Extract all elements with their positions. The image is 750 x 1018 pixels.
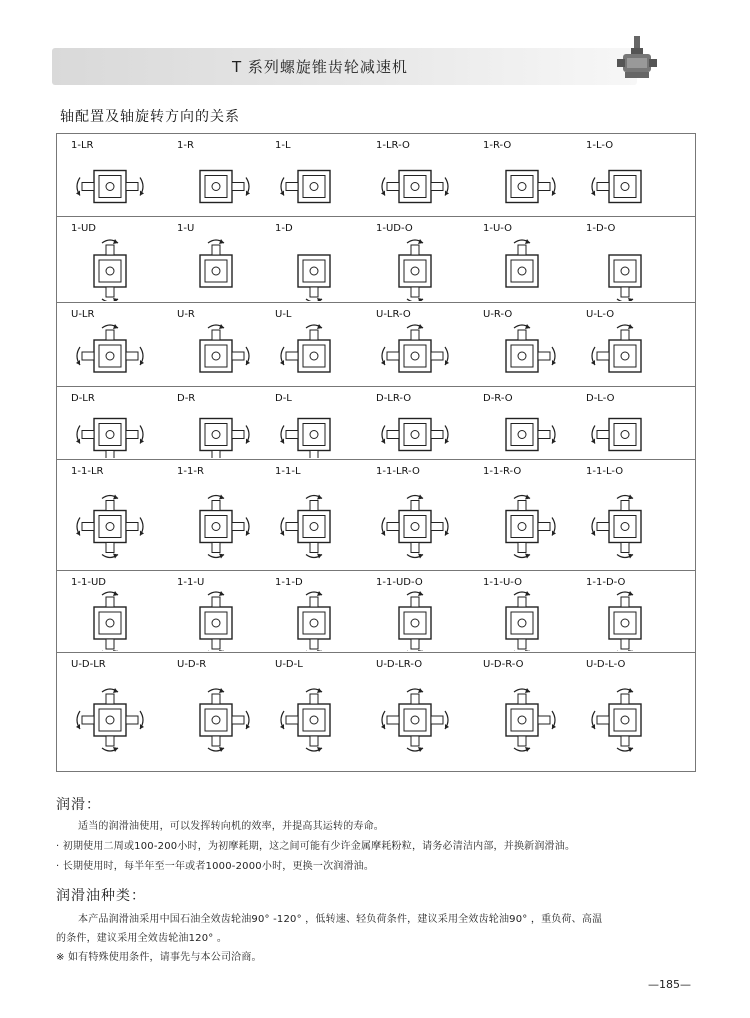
oil-types-note: ※ 如有特殊使用条件，请事先与本公司洽商。 [56,952,262,963]
config-cell [163,134,269,216]
config-cell [261,217,367,302]
config-label: 1-D [275,223,293,234]
config-cell [362,134,468,216]
config-cell [362,460,468,570]
config-label: 1-1-R-O [483,466,522,477]
config-cell [572,460,678,570]
section-title: 轴配置及轴旋转方向的关系 [60,109,240,125]
config-cell [163,217,269,302]
config-cell [469,303,575,386]
config-label: D-LR [71,393,95,404]
config-label: U-L-O [586,309,615,320]
gearbox-diagram-icon [181,154,251,215]
config-cell [572,303,678,386]
config-label: 1-1-LR [71,466,104,477]
config-cell [57,571,163,652]
gearbox-diagram-icon [590,237,660,301]
gearbox-diagram-icon [279,480,349,569]
config-label: U-LR-O [376,309,411,320]
config-label: 1-1-UD-O [376,577,423,588]
config-cell [572,571,678,652]
config-label: 1-UD [71,223,96,234]
lubrication-intro: 适当的润滑油使用，可以发挥转向机的效率，并提高其运转的寿命。 [78,821,384,832]
config-cell [469,134,575,216]
config-cell [261,653,367,771]
config-row [57,653,695,771]
gearbox-diagram-icon [279,407,349,458]
config-label: 1-R [177,140,194,151]
config-label: 1-L [275,140,291,151]
gearbox-diagram-icon [380,154,450,215]
config-label: U-D-LR [71,659,106,670]
gearbox-diagram-icon [181,480,251,569]
config-label: U-L [275,309,292,320]
config-cell [362,387,468,459]
gearbox-diagram-icon [590,480,660,569]
config-label: 1-U [177,223,195,234]
config-cell [469,387,575,459]
config-label: D-LR-O [376,393,412,404]
config-label: D-L [275,393,292,404]
gearbox-diagram-icon [487,154,557,215]
shaft-configuration-grid [56,133,696,772]
config-row [57,460,695,571]
config-label: U-R [177,309,195,320]
lubrication-heading: 润滑： [56,797,101,813]
oil-types-heading: 润滑油种类： [56,888,146,904]
config-row [57,303,695,387]
gearbox-diagram-icon [380,323,450,385]
config-label: 1-R-O [483,140,512,151]
lubrication-bullet-2: · 长期使用时，每半年至一年或者1000-2000小时，更换一次润滑油。 [56,861,375,872]
gearbox-diagram-icon [487,237,557,301]
config-label: D-R-O [483,393,513,404]
config-cell [572,134,678,216]
gearbox-diagram-icon [487,323,557,385]
config-cell [57,303,163,386]
gearbox-diagram-icon [181,591,251,651]
config-cell [362,653,468,771]
gearbox-diagram-icon [590,407,660,458]
config-label: D-L-O [586,393,615,404]
gearbox-diagram-icon [590,591,660,651]
gearbox-diagram-icon [590,154,660,215]
config-label: U-R-O [483,309,513,320]
gearbox-diagram-icon [279,154,349,215]
gearbox-diagram-icon [279,673,349,763]
config-cell [469,653,575,771]
gearbox-diagram-icon [380,591,450,651]
gearbox-diagram-icon [75,407,145,458]
config-label: 1-UD-O [376,223,413,234]
config-cell [572,387,678,459]
config-label: U-D-LR-O [376,659,423,670]
gearbox-diagram-icon [590,323,660,385]
gearbox-diagram-icon [380,673,450,763]
gearbox-diagram-icon [75,480,145,569]
config-cell [469,217,575,302]
gearbox-diagram-icon [590,673,660,763]
gearbox-diagram-icon [75,673,145,763]
config-cell [469,460,575,570]
config-cell [362,571,468,652]
config-cell [57,387,163,459]
gearbox-diagram-icon [279,323,349,385]
gearbox-diagram-icon [181,673,251,763]
gearbox-diagram-icon [279,237,349,301]
gearbox-diagram-icon [181,237,251,301]
config-cell [57,217,163,302]
config-cell [261,134,367,216]
lubrication-bullet-1: · 初期使用二周或100-200小时，为初摩耗期，这之间可能有少许金属摩耗粉粒，请务必清洁内部，并换新润滑油。 [56,841,576,852]
config-label: U-LR [71,309,95,320]
config-label: 1-1-D-O [586,577,626,588]
config-cell [163,387,269,459]
oil-types-line-1: 本产品润滑油采用中国石油全效齿轮油90° -120° ，低转速、轻负荷条件，建议采用全效齿轮油90° ，重负荷、高温 [78,914,603,925]
gearbox-diagram-icon [487,407,557,458]
config-cell [362,303,468,386]
page-number: —185— [648,978,691,991]
config-label: 1-1-LR-O [376,466,420,477]
config-cell [163,460,269,570]
config-label: 1-D-O [586,223,616,234]
config-label: 1-1-L [275,466,301,477]
config-label: 1-1-R [177,466,204,477]
config-label: 1-L-O [586,140,614,151]
gearbox-diagram-icon [181,407,251,458]
config-label: U-D-R [177,659,207,670]
config-label: U-D-L [275,659,303,670]
config-label: 1-1-D [275,577,303,588]
config-row [57,134,695,217]
config-label: 1-1-U [177,577,205,588]
gearbox-diagram-icon [279,591,349,651]
config-label: 1-1-L-O [586,466,624,477]
gearbox-diagram-icon [75,154,145,215]
config-cell [261,387,367,459]
config-label: 1-U-O [483,223,513,234]
config-cell [469,571,575,652]
config-cell [163,653,269,771]
config-label: U-D-R-O [483,659,524,670]
config-cell [572,217,678,302]
config-cell [57,134,163,216]
config-row [57,217,695,303]
gearbox-diagram-icon [487,591,557,651]
gearbox-diagram-icon [75,323,145,385]
header-bar [52,48,637,85]
gearbox-diagram-icon [181,323,251,385]
config-label: D-R [177,393,196,404]
gearbox-logo-icon [617,34,657,84]
config-cell [57,653,163,771]
gearbox-diagram-icon [75,591,145,651]
page-title: T 系列螺旋锥齿轮减速机 [232,58,408,76]
config-cell [163,571,269,652]
gearbox-diagram-icon [75,237,145,301]
config-cell [261,571,367,652]
config-label: U-D-L-O [586,659,626,670]
config-cell [261,303,367,386]
gearbox-diagram-icon [380,407,450,458]
config-row [57,571,695,653]
config-label: 1-LR [71,140,94,151]
config-row [57,387,695,460]
config-label: 1-LR-O [376,140,410,151]
gearbox-diagram-icon [380,480,450,569]
config-label: 1-1-UD [71,577,106,588]
config-label: 1-1-U-O [483,577,523,588]
config-cell [572,653,678,771]
config-cell [163,303,269,386]
config-cell [261,460,367,570]
config-cell [57,460,163,570]
config-cell [362,217,468,302]
gearbox-diagram-icon [487,480,557,569]
gearbox-diagram-icon [380,237,450,301]
gearbox-diagram-icon [487,673,557,763]
oil-types-line-2: 的条件，建议采用全效齿轮油120° 。 [56,933,228,944]
